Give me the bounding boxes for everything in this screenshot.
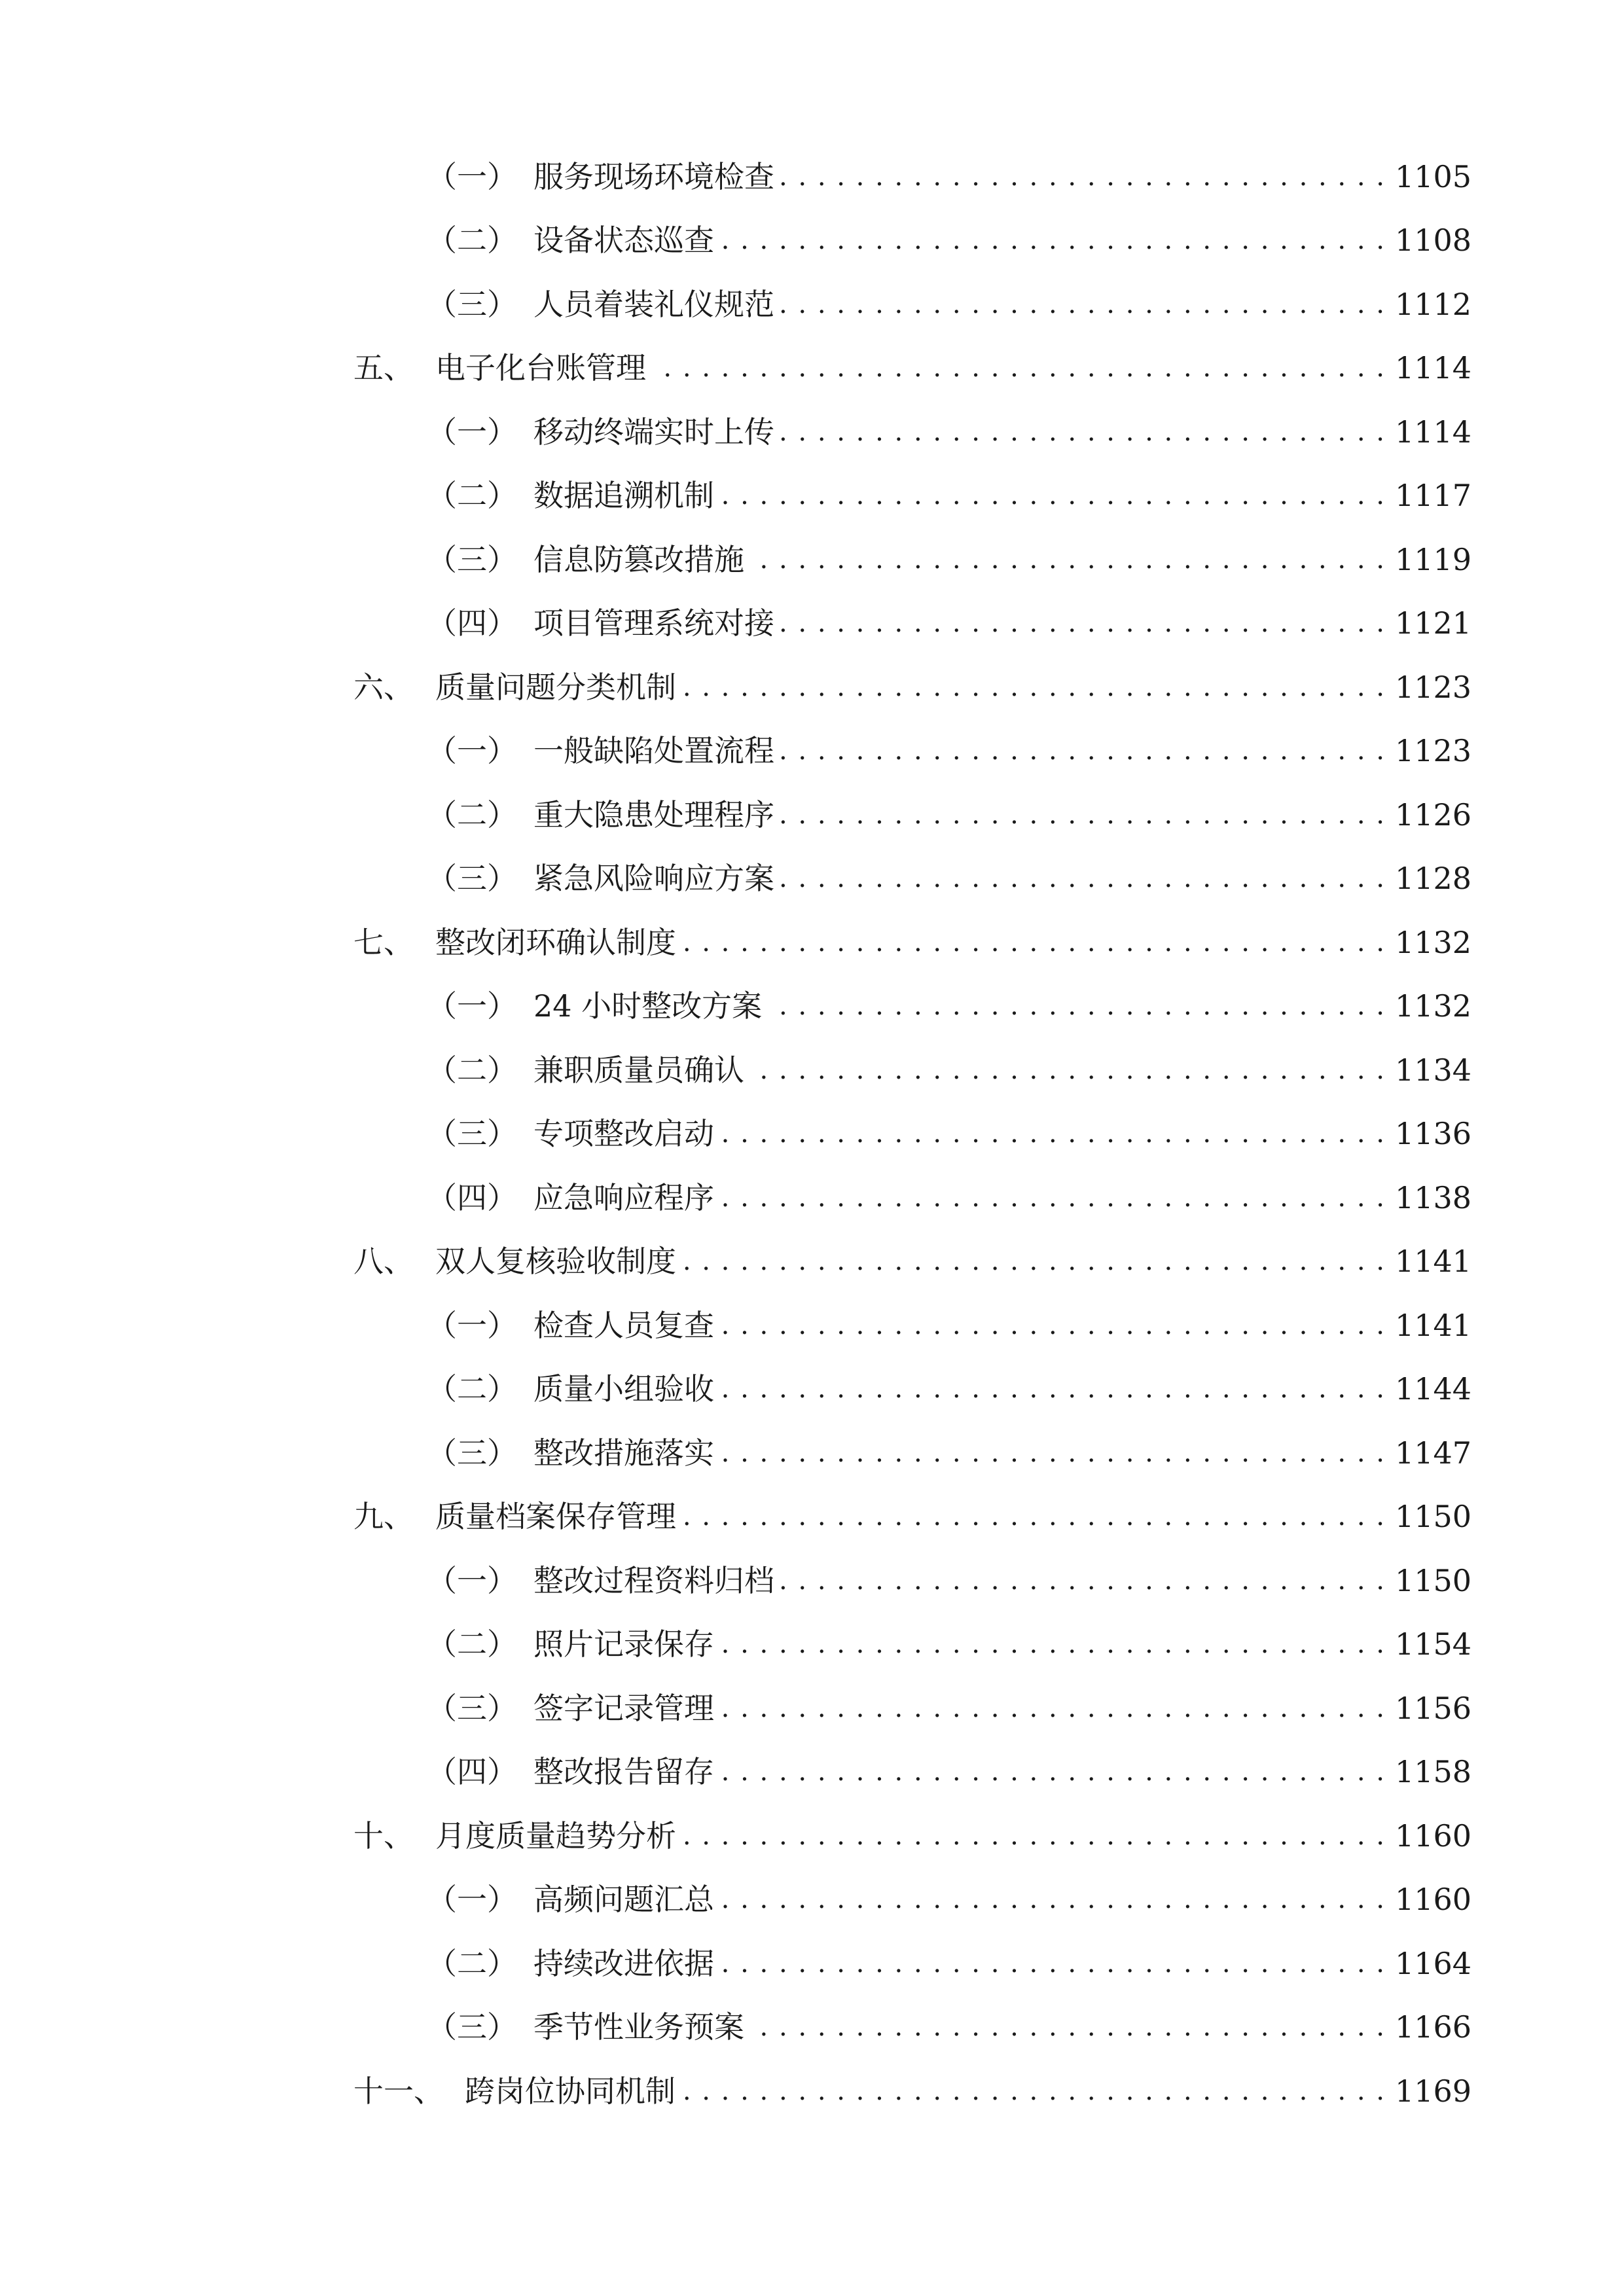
toc-entry[interactable] <box>0 1806 1624 1865</box>
toc-entry-page: 1121 <box>1386 594 1467 653</box>
toc-entry-page: 1105 <box>1386 147 1467 206</box>
toc-entry-number: （三） <box>427 1435 517 1471</box>
toc-entry[interactable] <box>0 849 1624 908</box>
toc-entry[interactable] <box>0 594 1624 653</box>
toc-entry-title: 跨岗位协同机制 <box>465 2062 682 2121</box>
toc-entry-page: 1169 <box>1386 2062 1467 2121</box>
toc-entry[interactable] <box>0 147 1624 206</box>
toc-entry-number: （一） <box>427 1882 517 1917</box>
toc-entry-title: 高频问题汇总 <box>533 1870 721 1929</box>
toc-entry-title: 移动终端实时上传 <box>533 403 781 461</box>
toc-entry-title: 24 小时整改方案 <box>533 977 768 1035</box>
toc-entry-page: 1123 <box>1386 658 1467 717</box>
toc-entry[interactable] <box>0 1998 1624 2056</box>
toc-entry-title: 应急响应程序 <box>533 1168 721 1227</box>
toc-entry-page: 1126 <box>1386 785 1467 844</box>
toc-entry-page: 1123 <box>1386 721 1467 780</box>
toc-entry-title: 数据追溯机制 <box>533 466 721 525</box>
toc-entry-number: 九、 <box>353 1499 414 1534</box>
toc-entry-page: 1141 <box>1386 1232 1467 1291</box>
toc-entry-number: 八、 <box>353 1244 414 1279</box>
toc-entry-title: 照片记录保存 <box>533 1615 721 1674</box>
toc-entry[interactable] <box>0 1870 1624 1929</box>
toc-entry-title: 整改过程资料归档 <box>533 1551 781 1610</box>
toc-entry-number: （三） <box>427 287 517 322</box>
toc-entry-title: 整改措施落实 <box>533 1424 721 1482</box>
toc-entry-page: 1119 <box>1386 530 1467 589</box>
toc-entry-number: （一） <box>427 1563 517 1598</box>
toc-entry[interactable] <box>0 1934 1624 1993</box>
toc-entry-title: 季节性业务预案 <box>533 1998 751 2056</box>
toc-entry-number: （三） <box>427 1116 517 1151</box>
toc-entry-title: 检查人员复查 <box>533 1296 721 1355</box>
toc-entry-number: （二） <box>427 1626 517 1662</box>
toc-entry[interactable] <box>0 1168 1624 1227</box>
toc-entry-number: 十、 <box>353 1818 414 1854</box>
toc-entry[interactable] <box>0 1424 1624 1482</box>
toc-entry-title: 双人复核验收制度 <box>435 1232 683 1291</box>
toc-entry-page: 1132 <box>1386 977 1467 1035</box>
toc-entry[interactable] <box>0 211 1624 270</box>
toc-entry[interactable] <box>0 338 1624 397</box>
toc-entry-number: 十一、 <box>353 2073 444 2109</box>
toc-entry-page: 1134 <box>1386 1041 1467 1100</box>
toc-entry-page: 1144 <box>1386 1359 1467 1418</box>
toc-entry-page: 1128 <box>1386 849 1467 908</box>
toc-entry-title: 信息防篡改措施 <box>533 530 751 589</box>
toc-entry-page: 1108 <box>1386 211 1467 270</box>
toc-entry-number: （二） <box>427 1052 517 1088</box>
toc-entry-title: 月度质量趋势分析 <box>435 1806 683 1865</box>
toc-entry[interactable] <box>0 403 1624 461</box>
toc-entry-page: 1160 <box>1386 1806 1467 1865</box>
toc-entry-page: 1112 <box>1386 275 1467 334</box>
toc-entry[interactable] <box>0 1742 1624 1801</box>
toc-entry-number: （三） <box>427 861 517 896</box>
toc-entry[interactable] <box>0 1615 1624 1674</box>
toc-entry-page: 1158 <box>1386 1742 1467 1801</box>
toc-entry-number: （四） <box>427 1754 517 1789</box>
toc-entry-page: 1156 <box>1386 1679 1467 1738</box>
toc-entry-number: （三） <box>427 2009 517 2045</box>
toc-entry-number: 五、 <box>353 350 414 386</box>
toc-entry[interactable] <box>0 1041 1624 1100</box>
toc-entry[interactable] <box>0 658 1624 717</box>
toc-entry[interactable] <box>0 721 1624 780</box>
toc-entry-page: 1150 <box>1386 1487 1467 1546</box>
toc-entry-title: 兼职质量员确认 <box>533 1041 751 1100</box>
toc-entry-number: （二） <box>427 797 517 833</box>
toc-entry-number: 七、 <box>353 925 414 960</box>
toc-entry-page: 1154 <box>1386 1615 1467 1674</box>
toc-entry-page: 1166 <box>1386 1998 1467 2056</box>
toc-entry-number: （一） <box>427 159 517 194</box>
toc-entry[interactable] <box>0 1296 1624 1355</box>
toc-entry-page: 1164 <box>1386 1934 1467 1993</box>
toc-entry[interactable] <box>0 2062 1624 2121</box>
toc-entry-title: 质量档案保存管理 <box>435 1487 683 1546</box>
toc-entry-title: 项目管理系统对接 <box>533 594 781 653</box>
toc-entry-title: 签字记录管理 <box>533 1679 721 1738</box>
toc-entry-title: 电子化台账管理 <box>435 338 653 397</box>
toc-entry[interactable] <box>0 1679 1624 1738</box>
toc-entry-title: 紧急风险响应方案 <box>533 849 781 908</box>
toc-entry-title: 设备状态巡查 <box>533 211 721 270</box>
toc-entry-page: 1132 <box>1386 913 1467 972</box>
toc-entry-title: 一般缺陷处置流程 <box>533 721 781 780</box>
toc-entry-title: 服务现场环境检查 <box>533 147 781 206</box>
toc-entry[interactable] <box>0 785 1624 844</box>
toc-entry-number: （一） <box>427 988 517 1024</box>
toc-entry-page: 1117 <box>1386 466 1467 525</box>
toc-entry-page: 1138 <box>1386 1168 1467 1227</box>
toc-entry-number: （四） <box>427 1180 517 1215</box>
toc-entry-page: 1150 <box>1386 1551 1467 1610</box>
toc-entry-number: （一） <box>427 733 517 768</box>
toc-entry[interactable] <box>0 1551 1624 1610</box>
toc-entry-page: 1114 <box>1386 403 1467 461</box>
toc-entry-number: （三） <box>427 542 517 577</box>
toc-entry-title: 重大隐患处理程序 <box>533 785 781 844</box>
toc-entry[interactable] <box>0 913 1624 972</box>
toc-entry[interactable] <box>0 1487 1624 1546</box>
toc-entry-page: 1141 <box>1386 1296 1467 1355</box>
toc-entry-number: （四） <box>427 605 517 641</box>
toc-entry[interactable] <box>0 275 1624 334</box>
toc-entry-title: 持续改进依据 <box>533 1934 721 1993</box>
toc-entry-title: 整改报告留存 <box>533 1742 721 1801</box>
toc-entry[interactable] <box>0 530 1624 589</box>
toc-entry-number: （一） <box>427 1308 517 1343</box>
toc-entry-number: （二） <box>427 478 517 513</box>
toc-entry-number: （二） <box>427 1371 517 1407</box>
toc-entry[interactable] <box>0 1359 1624 1418</box>
toc-entry-number: （二） <box>427 1946 517 1981</box>
toc-entry[interactable] <box>0 1104 1624 1163</box>
toc-entry-page: 1160 <box>1386 1870 1467 1929</box>
toc-entry-number: （三） <box>427 1691 517 1726</box>
toc-entry[interactable] <box>0 1232 1624 1291</box>
toc-entry-page: 1136 <box>1386 1104 1467 1163</box>
toc-entry[interactable] <box>0 977 1624 1035</box>
toc-entry-title: 专项整改启动 <box>533 1104 721 1163</box>
toc-entry-number: （一） <box>427 414 517 450</box>
toc-entry-number: （二） <box>427 223 517 258</box>
toc-entry-title: 整改闭环确认制度 <box>435 913 683 972</box>
toc-entry-number: 六、 <box>353 670 414 705</box>
toc-entry-page: 1114 <box>1386 338 1467 397</box>
toc-entry-title: 质量小组验收 <box>533 1359 721 1418</box>
toc-entry-title: 人员着装礼仪规范 <box>533 275 781 334</box>
toc-entry-title: 质量问题分类机制 <box>435 658 683 717</box>
toc-entry-page: 1147 <box>1386 1424 1467 1482</box>
toc-entry[interactable] <box>0 466 1624 525</box>
